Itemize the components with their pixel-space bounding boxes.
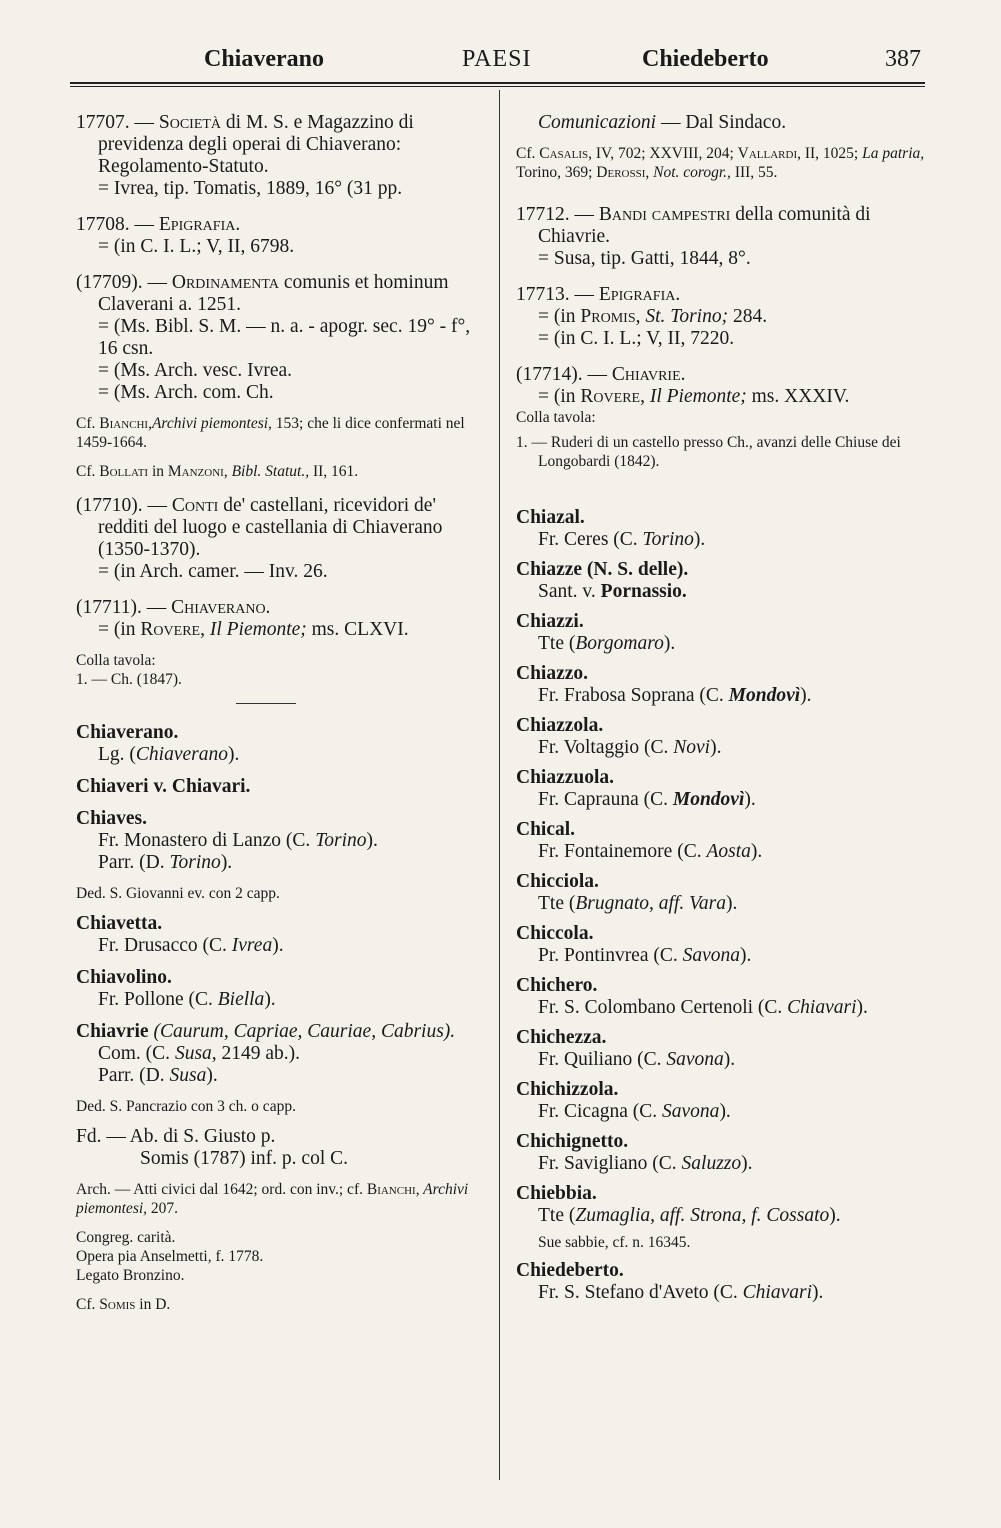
place-headword: Chiazzi.: [516, 611, 584, 632]
entry-note: Cf. Bollati in Manzoni, Bibl. Statut., II, 161.: [76, 463, 359, 480]
right-column: Comunicazioni — Dal Sindaco. Cf. Casalis, IV, 702; XXVIII, 204; Vallardi, II, 1025; La patria, Torino, 369; Derossi, Not. corogr., III, 55. 17712. — Bandi campestri della comunità di Chiavrie. = Susa, tip. Gatti, 1844, 8°. 17713. — Epigrafia. = (in Promis, St. Torino; 284. = (in C. I. L.; V, II, 7220. (17714). — Chiavrie. = (in Rovere, Il Piemonte; ms. XXXIV. Colla tavola: 1. — Ruderi di un castello presso Ch., avanzi delle Chiuse dei Longobardi (1842). Chiazal. Fr. Ceres (C. Torino). Chiazze (N. S. delle). Sant. v. Pornassio. Chiazzi. Tte (Borgomaro). Chiazzo. Fr. Frabosa Soprana (C. Mondovì). Chiazzola. Fr. Voltaggio (C. Novi). Chiazzuola. Fr. Caprauna (C. Mondovì). Chical. Fr. Fontainemore (C. Aosta). Chicciola. Tte (Brugnato, aff. Vara). Chiccola. Pr. Pontinvrea (C. Savona). Chichero. Fr. S. Colombano Certenoli (C. Chiavari). Chichezza. Fr. Quiliano (C. Savona). Chichizzola. Fr. Cicagna (C. Savona). Chichignetto. Fr. Savigliano (C. Saluzzo). Chiebbia. Tte (Zumaglia, aff. Strona, f. Cossato). Sue sabbie, cf. n. 16345. Chiedeberto. Fr. S. Stefano d'Aveto (C. Chiavari).: [516, 112, 931, 1304]
place-list: [516, 507, 931, 1304]
place-headword: Chiaves.: [76, 808, 147, 829]
place-note: Ded. S. Giovanni ev. con 2 capp.: [76, 885, 280, 902]
page-header: [70, 44, 925, 78]
entry-title: Epigrafia.: [158, 214, 241, 235]
place-headword: Chiazzuola.: [516, 767, 615, 788]
header-right-headword: Chiedeberto: [642, 46, 769, 72]
place-headword: Chiebbia.: [516, 1183, 597, 1204]
place-institution: Congreg. carità.: [76, 1229, 176, 1246]
entry-number: 17707. —: [76, 112, 154, 133]
place-chical: Chical. Fr. Fontainemore (C. Aosta).: [516, 819, 931, 863]
place-headword: Chichezza.: [516, 1027, 607, 1048]
place-archive-note: Arch. — Atti civici dal 1642; ord. con inv.; cf. Bianchi, Archivi piemontesi, 207.: [76, 1181, 469, 1217]
place-chichignetto: Chichignetto. Fr. Savigliano (C. Saluzzo).: [516, 1131, 931, 1175]
entry-17713: 17713. — Epigrafia. = (in Promis, St. Torino; 284. = (in C. I. L.; V, II, 7220.: [516, 284, 931, 350]
place-institution: Legato Bronzino.: [76, 1267, 185, 1284]
page-number: 387: [885, 46, 921, 72]
place-feudal-line: Somis (1787) inf. p. col C.: [140, 1148, 348, 1169]
column-divider: [499, 90, 500, 1480]
place-chichizzola: Chichizzola. Fr. Cicagna (C. Savona).: [516, 1079, 931, 1123]
header-rule-thin: [70, 86, 925, 87]
entry-publication: = Ivrea, tip. Tomatis, 1889, 16° (31 pp.: [98, 178, 403, 199]
place-headword: Chiazzo.: [516, 663, 589, 684]
place-chiazzi: Chiazzi. Tte (Borgomaro).: [516, 611, 931, 655]
entry-publication: = (in C. I. L.; V, II, 7220.: [538, 328, 735, 349]
entry-text: comunis et hominum Claverani a. 1251.: [98, 272, 449, 315]
place-chiazzo: Chiazzo. Fr. Frabosa Soprana (C. Mondovì).: [516, 663, 931, 707]
entry-number: 17713. —: [516, 284, 594, 305]
entry-title: Epigrafia.: [598, 284, 681, 305]
place-headword: Chichignetto.: [516, 1131, 629, 1152]
place-feudal-line: Fd. — Ab. di S. Giusto p.: [76, 1126, 276, 1147]
place-chichero: Chichero. Fr. S. Colombano Certenoli (C. Chiavari).: [516, 975, 931, 1019]
entry-17707: [76, 112, 488, 200]
place-chiedeberto: Chiedeberto. Fr. S. Stefano d'Aveto (C. Chiavari).: [516, 1260, 931, 1304]
place-chicciola: Chicciola. Tte (Brugnato, aff. Vara).: [516, 871, 931, 915]
entry-number: (17710). —: [76, 495, 167, 516]
entry-publication: = (in C. I. L.; V, II, 6798.: [98, 236, 295, 257]
place-headword: Chiazzola.: [516, 715, 604, 736]
entry-manuscript-line: = (Ms. Arch. vesc. Ivrea.: [98, 360, 293, 381]
entry-number: (17714). —: [516, 364, 607, 385]
place-chiazze: Chiazze (N. S. delle). Sant. v. Pornassio.: [516, 559, 931, 603]
communications-label: Comunicazioni: [538, 112, 657, 133]
place-chiebbia: Chiebbia. Tte (Zumaglia, aff. Strona, f. Cossato). Sue sabbie, cf. n. 16345.: [516, 1183, 931, 1252]
place-chiccola: Chiccola. Pr. Pontinvrea (C. Savona).: [516, 923, 931, 967]
place-cf-note: Cf. Somis in D.: [76, 1296, 171, 1313]
place-headword: Chiazze (N. S. delle).: [516, 559, 689, 580]
place-headword: Chiavetta.: [76, 913, 163, 934]
entry-number: 17708. —: [76, 214, 154, 235]
left-column: [76, 112, 488, 1314]
place-chiavrie: Chiavrie (Caurum, Capriae, Cauriae, Cabrius). Com. (C. Susa, 2149 ab.). Parr. (D. Susa). Ded. S. Pancrazio con 3 ch. o capp. Fd. — Ab. di S. Giusto p. Somis (1787) inf. p. col C. Arch. — Atti civici dal 1642; ord. con inv.; cf. Bianchi, Archivi piemontesi, 207. Congreg. carità. Opera pia Anselmetti, f. 1778. Legato Bronzino. Cf. Somis in D.: [76, 1021, 488, 1314]
place-headword: Chiccola.: [516, 923, 594, 944]
entry-text: di M. S. e Magazzino di previdenza degli operai di Chiaverano: Regolamento-Statuto.: [98, 112, 414, 177]
entry-17708: [76, 214, 488, 258]
place-chiavetta: Chiavetta. Fr. Drusacco (C. Ivrea).: [76, 913, 488, 957]
entry-title: Bandi campestri: [598, 204, 731, 225]
place-headword: Chiavolino.: [76, 967, 172, 988]
place-chiazzuola: Chiazzuola. Fr. Caprauna (C. Mondovì).: [516, 767, 931, 811]
entry-title: Ordinamenta: [171, 272, 279, 293]
table-item: 1. — Ch. (1847).: [76, 671, 182, 688]
header-left-headword: Chiaverano: [204, 46, 324, 72]
entry-17709: [76, 272, 488, 481]
entry-17714: (17714). — Chiavrie. = (in Rovere, Il Piemonte; ms. XXXIV. Colla tavola: 1. — Ruderi di un castello presso Ch., avanzi delle Chiuse dei Longobardi (1842).: [516, 364, 931, 471]
entry-title: Società: [158, 112, 222, 133]
place-headword: Chiavrie: [76, 1021, 149, 1042]
place-chiavolino: Chiavolino. Fr. Pollone (C. Biella).: [76, 967, 488, 1011]
entry-number: (17709). —: [76, 272, 167, 293]
entry-note: Cf. Bianchi,Archivi piemontesi, 153; che li dice confermati nel 1459-1664.: [76, 415, 465, 451]
entry-17711: (17711). — Chiaverano. = (in Rovere, Il Piemonte; ms. CLXVI. Colla tavola: 1. — Ch. (1847).: [76, 597, 488, 689]
place-headword: Chicciola.: [516, 871, 599, 892]
table-caption: Colla tavola:: [76, 652, 156, 669]
entry-publication: = (in Arch. camer. — Inv. 26.: [98, 561, 328, 582]
entry-number: (17711). —: [76, 597, 167, 618]
entry-publication: = Susa, tip. Gatti, 1844, 8°.: [538, 248, 751, 269]
entry-manuscript-line: = (Ms. Bibl. S. M. — n. a. - apogr. sec. 19° - f°, 16 csn.: [98, 316, 471, 359]
place-chiazal: Chiazal. Fr. Ceres (C. Torino).: [516, 507, 931, 551]
place-chiaverano: Chiaverano. Lg. (Chiaverano).: [76, 722, 488, 766]
entry-title: Chiavrie.: [611, 364, 686, 385]
entry-manuscript-line: = (Ms. Arch. com. Ch.: [98, 382, 274, 403]
entry-text: della comunità di Chiavrie.: [538, 204, 871, 247]
entry-number: 17712. —: [516, 204, 594, 225]
place-headword: Chiazal.: [516, 507, 585, 528]
place-headword: Chichizzola.: [516, 1079, 619, 1100]
place-headword: Chiedeberto.: [516, 1260, 624, 1281]
place-headword: Chichero.: [516, 975, 598, 996]
table-item: 1. — Ruderi di un castello presso Ch., avanzi delle Chiuse dei Longobardi (1842).: [516, 434, 901, 470]
header-section-title: PAESI: [462, 46, 532, 72]
entry-text: de' castellani, ricevidori de' redditi del luogo e castellania di Chiaverano (1350-1370).: [98, 495, 443, 560]
place-chichezza: Chichezza. Fr. Quiliano (C. Savona).: [516, 1027, 931, 1071]
reference-note: Cf. Casalis, IV, 702; XXVIII, 204; Vallardi, II, 1025; La patria, Torino, 369; Derossi, Not. corogr., III, 55.: [516, 145, 925, 181]
entry-title: Conti: [171, 495, 219, 516]
place-institution: Opera pia Anselmetti, f. 1778.: [76, 1248, 264, 1265]
place-note: Sue sabbie, cf. n. 16345.: [538, 1234, 691, 1251]
place-chiazzola: Chiazzola. Fr. Voltaggio (C. Novi).: [516, 715, 931, 759]
entry-17712: [516, 204, 931, 270]
place-headword: Chiaverano.: [76, 722, 179, 743]
table-caption: Colla tavola:: [516, 409, 596, 426]
place-chiaves: Chiaves. Fr. Monastero di Lanzo (C. Torino). Parr. (D. Torino). Ded. S. Giovanni ev. con 2 capp.: [76, 808, 488, 903]
place-headword: Chical.: [516, 819, 576, 840]
place-note: Ded. S. Pancrazio con 3 ch. o capp.: [76, 1098, 296, 1115]
place-latin-names: (Caurum, Capriae, Cauriae, Cabrius).: [148, 1021, 456, 1042]
entry-title: Chiaverano.: [171, 597, 271, 618]
entry-17710: [76, 495, 488, 583]
header-rule: [70, 82, 925, 84]
place-headword: Chiaveri v. Chiavari.: [76, 776, 251, 797]
section-rule: [236, 703, 296, 704]
